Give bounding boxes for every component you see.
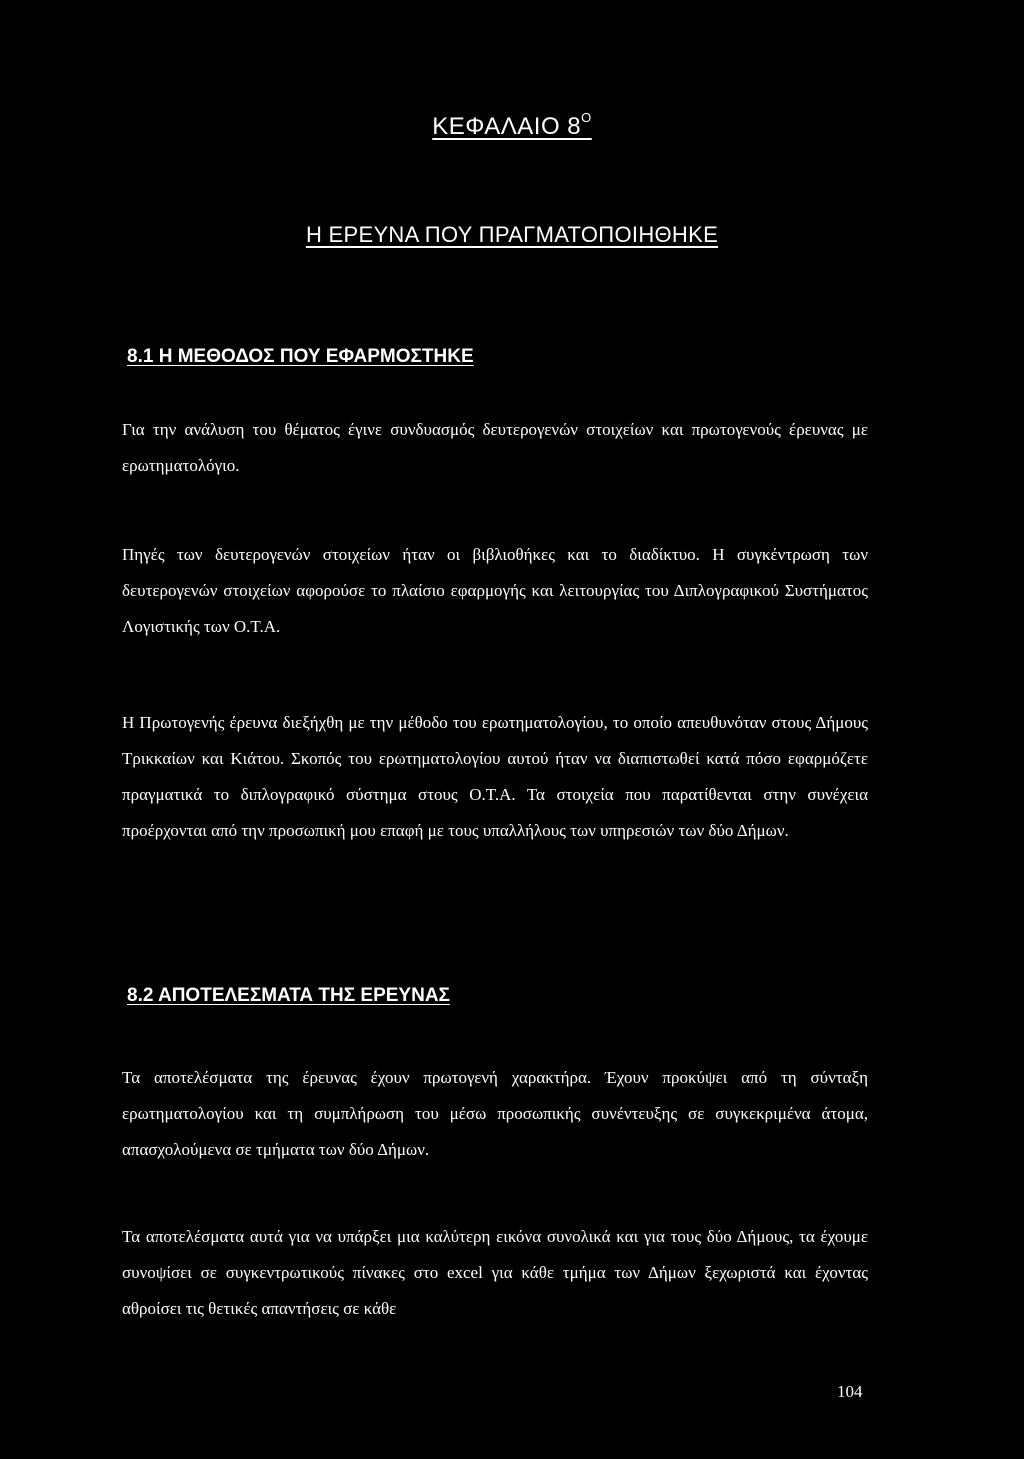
page-number: 104: [837, 1382, 863, 1401]
paragraph-results-summary: Τα αποτελέσματα αυτά για να υπάρξει μια καλύτερη εικόνα συνολικά και για τους δύο Δήμους, τα έχουμε συνοψίσει σε συγκεντρωτικούς πίνακες στο excel για κάθε τμήμα των Δήμων ξεχωριστά και έχοντας αθροίσει τις θετικές απαντήσεις σε κάθε: [122, 1227, 868, 1318]
section-heading-8-2: 8.2 ΑΠΟΤΕΛΕΣΜΑΤΑ ΤΗΣ ΕΡΕΥΝΑΣ: [127, 985, 450, 1006]
paragraph-secondary-sources: Πηγές των δευτερογενών στοιχείων ήταν οι βιβλιοθήκες και το διαδίκτυο. Η συγκέντρωση των δευτερογενών στοιχείων αφορούσε το πλαίσιο εφαρμογής και λειτουργίας του Διπλογραφικού Συστήματος Λογιστικής των Ο.Τ.Α.: [122, 545, 868, 636]
chapter-superscript: Ο: [581, 110, 592, 125]
chapter-label: ΚΕΦΑΛΑΙΟ 8: [432, 113, 582, 140]
paragraph-analysis-method: Για την ανάλυση του θέματος έγινε συνδυασμός δευτερογενών στοιχείων και πρωτογενούς έρευνας με ερωτηματολόγιο.: [122, 420, 868, 475]
chapter-title: Η ΕΡΕΥΝΑ ΠΟΥ ΠΡΑΓΜΑΤΟΠΟΙΗΘΗΚΕ: [305, 222, 719, 247]
paragraph-results-nature: Τα αποτελέσματα της έρευνας έχουν πρωτογενή χαρακτήρα. Έχουν προκύψει από τη σύνταξη ερωτηματολογίου και τη συμπλήρωση του μέσω προσωπικής συνέντευξης σε συγκεκριμένα άτομα, απασχολούμενα σε τμήματα των δύο Δήμων.: [122, 1068, 868, 1159]
section-heading-8-1: 8.1 Η ΜΕΘΟΔΟΣ ΠΟΥ ΕΦΑΡΜΟΣΤΗΚΕ: [127, 346, 474, 367]
chapter-heading: [0, 110, 1024, 141]
paragraph-primary-research: Η Πρωτογενής έρευνα διεξήχθη με την μέθοδο του ερωτηματολογίου, το οποίο απευθυνόταν στους Δήμους Τρικκαίων και Κιάτου. Σκοπός του ερωτηματολογίου αυτού ήταν να διαπιστωθεί κατά πόσο εφαρμόζετε πραγματικά το διπλογραφικό σύστημα στους Ο.Τ.Α. Τα στοιχεία που παρατίθενται στην συνέχεια προέρχονται από την προσωπική μου επαφή με τους υπαλλήλους των υπηρεσιών των δύο Δήμων.: [122, 713, 868, 840]
